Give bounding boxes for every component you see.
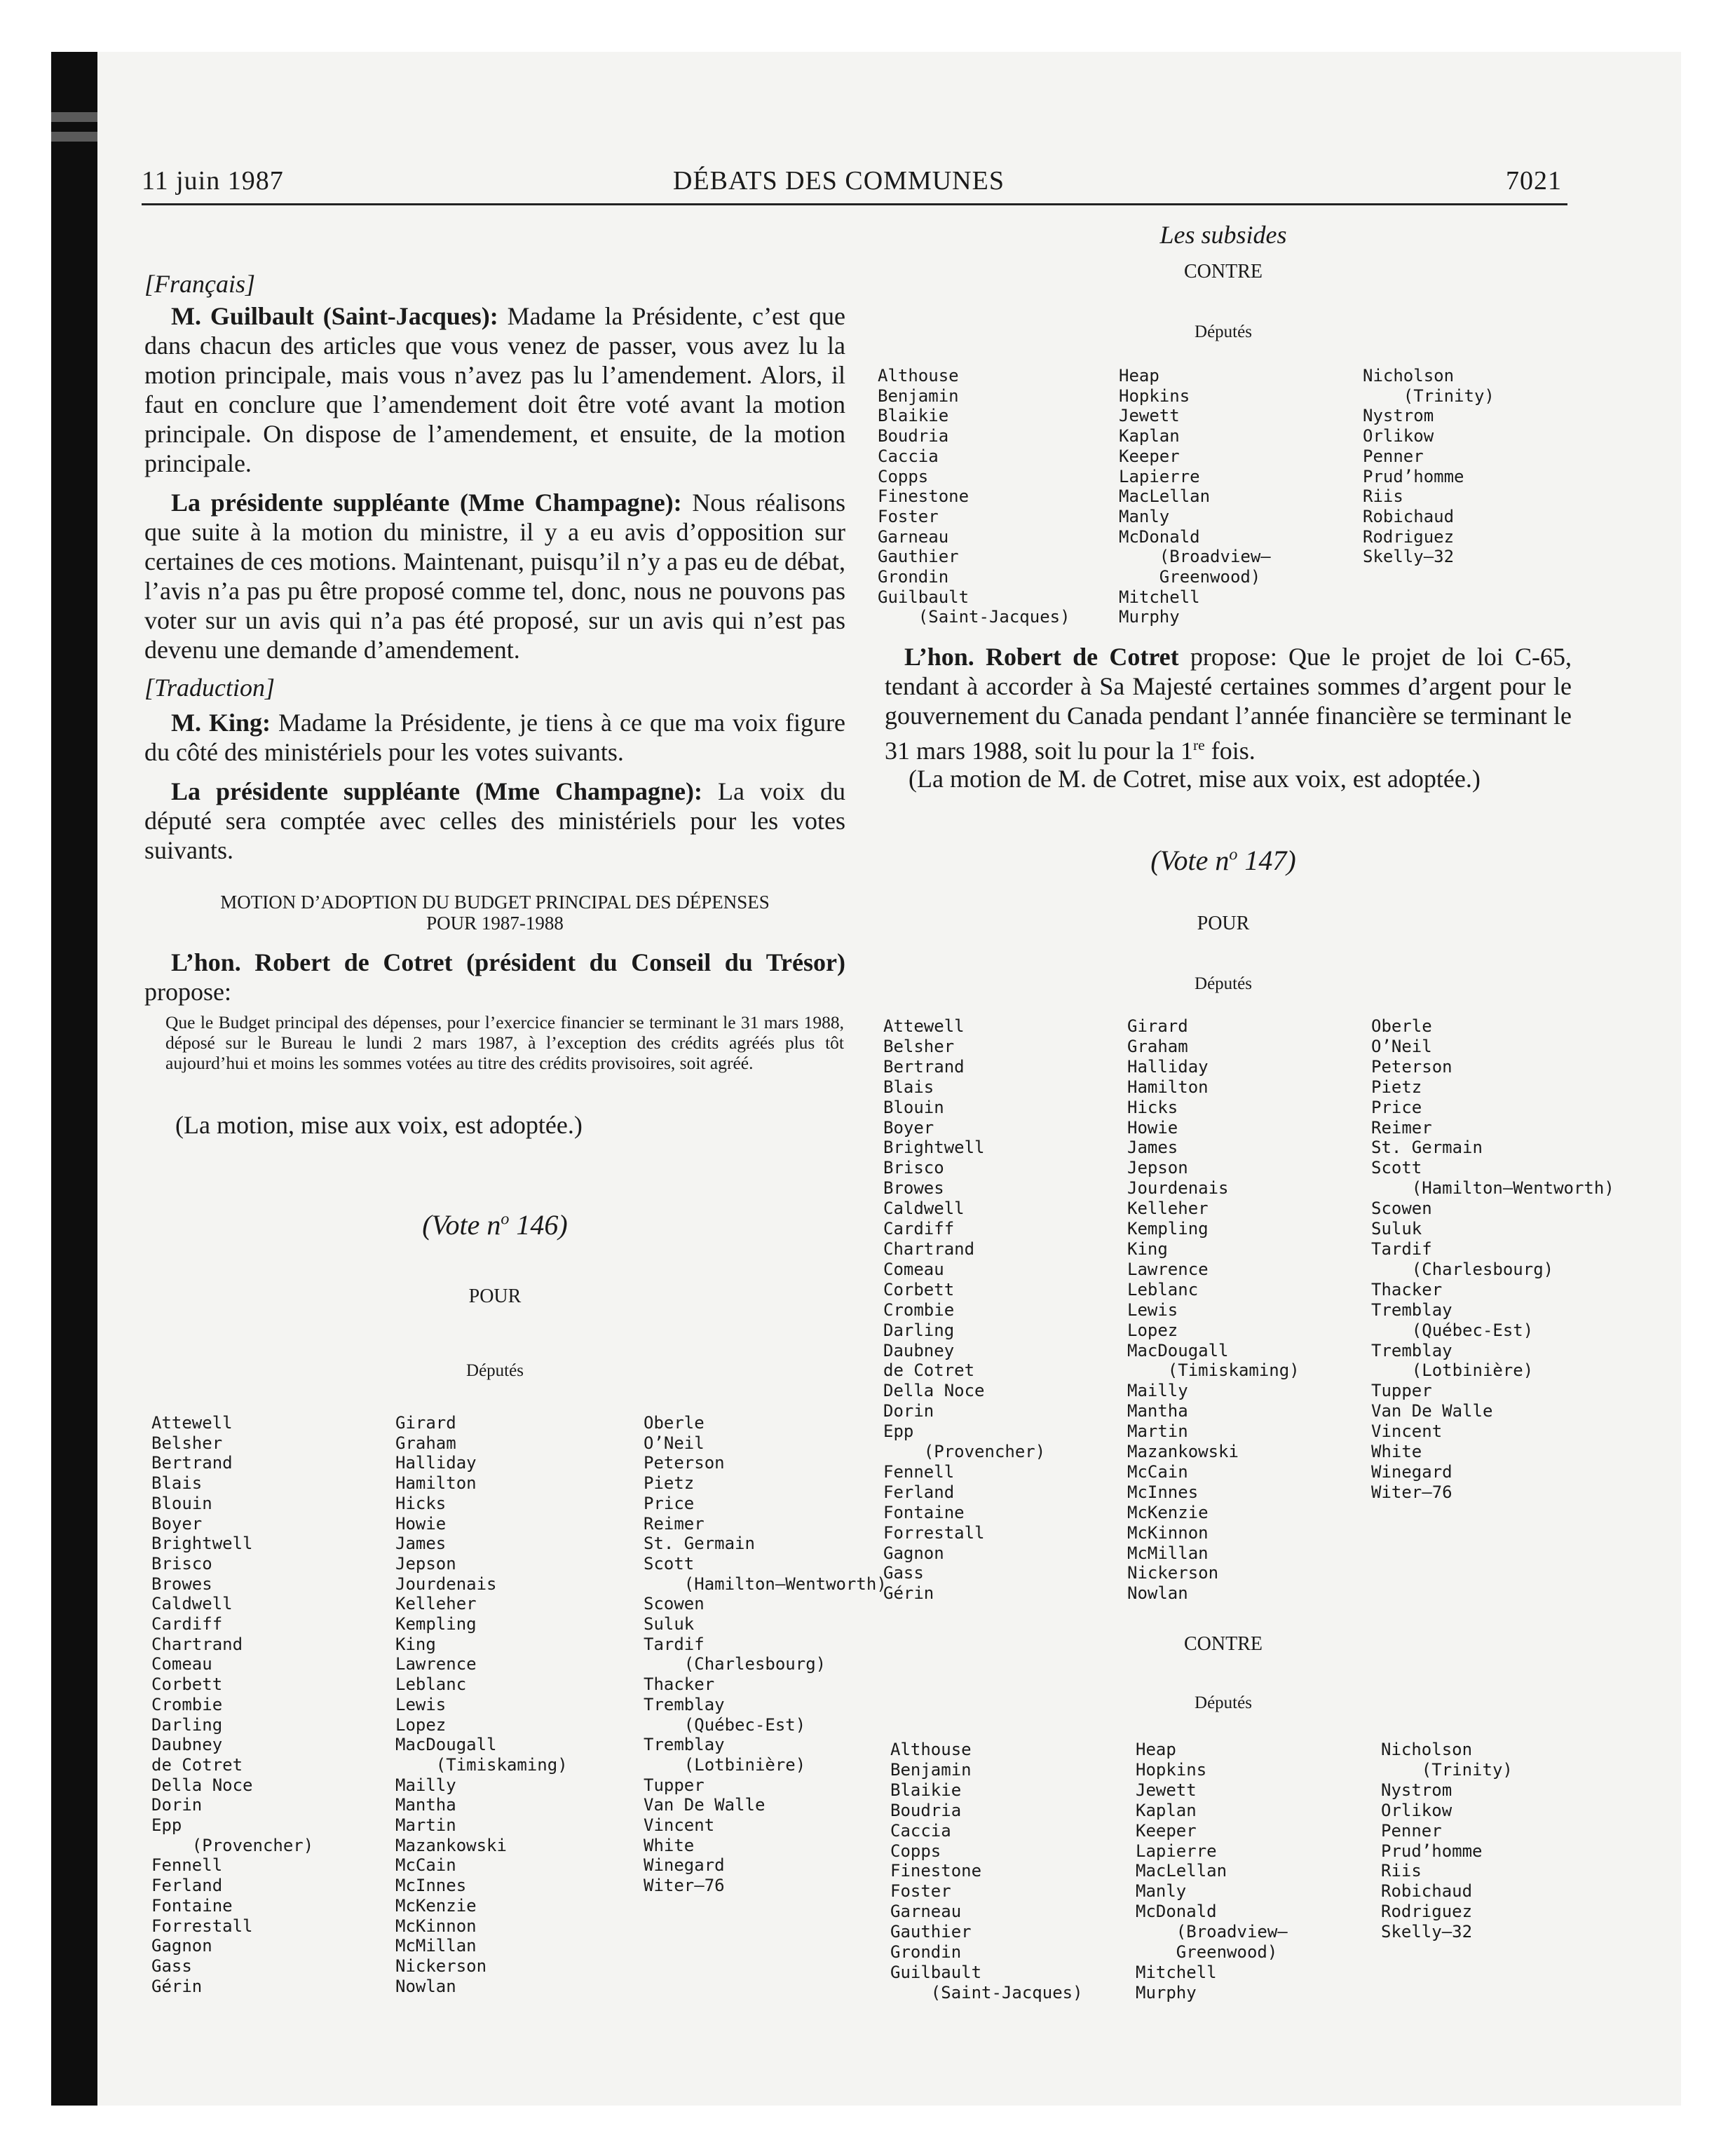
deputes-heading: Députés [466,1361,524,1380]
vote-147-pour-column-3: Oberle O’Neil Peterson Pietz Price Reimer St. Germain Scott (Hamilton—Wentworth) Scowen Suluk Tardif (Charlesbourg) Thacker Tremblay (Québec-Est) Tremblay (Lotbinière) Tupper Van De Walle Vincent White Winegard Witer—76 [1371,1016,1614,1502]
binding-stripe [51,132,97,142]
speech-text: La voix du député sera comptée avec celles des ministériels pour les votes suivants. [144,777,845,864]
speech-text: propose: [144,978,231,1006]
speech-text: Madame la Présidente, c’est que dans chacun des articles que vous venez de passer, vous avez lu la motion principale, mais vous n’avez pas lu l’amendement. Alors, il faut en conclure que l’amendement doit être voté avant la motion principale. On dispose de l’amendement, et ensuite, de la motion principale. [144,302,845,477]
motion-result-2: (La motion de M. de Cotret, mise aux voix, est adoptée.) [909,765,1481,793]
binding-stripe [51,112,97,122]
section-title: Les subsides [1159,221,1287,249]
vote-145-contre-column-1: Althouse Benjamin Blaikie Boudria Caccia Copps Finestone Foster Garneau Gauthier Grondin Guilbault (Saint-Jacques) [878,366,1070,627]
vote-147-contre-column-3: Nicholson (Trinity) Nystrom Orlikow Penner Prud’homme Riis Robichaud Rodriguez Skelly—32 [1381,1740,1513,1942]
vote-146-pour-column-2: Girard Graham Halliday Hamilton Hicks Howie James Jepson Jourdenais Kelleher Kempling King Lawrence Leblanc Lewis Lopez MacDougall (Timiskaming) Mailly Mantha Martin Mazankowski McCain McInnes McKenzie McKinnon McMillan Nickerson Nowlan [395,1413,568,1996]
paragraph-de-cotret [144,948,845,1007]
vote-145-contre-column-2: Heap Hopkins Jewett Kaplan Keeper Lapierre MacLellan Manly McDonald (Broadview— Greenwood) Mitchell Murphy [1119,366,1271,627]
language-note: [Français] [144,270,256,298]
vote-145-contre-column-3: Nicholson (Trinity) Nystrom Orlikow Penner Prud’homme Riis Robichaud Rodriguez Skelly—32 [1363,366,1495,567]
vote-pour-heading: POUR [468,1285,522,1307]
contre-heading: CONTRE [1184,1633,1263,1655]
motion-heading [144,892,845,934]
page-number: 7021 [1506,166,1562,196]
header-title: DÉBATS DES COMMUNES [673,166,1005,196]
deputes-heading: Députés [1195,1693,1252,1712]
speech-text: Nous réalisons que suite à la motion du ministre, il y a eu avis d’opposition sur certaines de ces motions. Maintenant, puisqu’il n’y a pas eu de débat, l’avis n’a pas pu être proposé comme tel, donc, nous ne pouvons pas voter sur un avis qui n’a pas été proposé, sur un avis qui n’est pas devenu une demande d’amendement. [144,489,845,664]
motion-heading-line-1: MOTION D’ADOPTION DU BUDGET PRINCIPAL DES DÉPENSES [220,892,770,913]
speech-text: Madame la Présidente, je tiens à ce que ma voix figure du côté des ministériels pour les votes suivants. [144,709,845,766]
motion-quote: Que le Budget principal des dépenses, pour l’exercice financier se terminant le 31 mars 1988, déposé sur le Bureau le lundi 2 mars 1987, à l’exception des crédits agréés plus tôt aujourd’hui et moins les sommes votées au titre des crédits provisoires, soit agréé. [165,1012,844,1073]
speaker-name: L’hon. Robert de Cotret [904,643,1179,671]
speaker-name: M. King: [171,709,271,737]
binding-edge [51,52,97,2106]
motion-result: (La motion, mise aux voix, est adoptée.) [175,1111,583,1139]
vote-146-pour-column-3: Oberle O’Neil Peterson Pietz Price Reimer St. Germain Scott (Hamilton—Wentworth) Scowen Suluk Tardif (Charlesbourg) Thacker Tremblay (Québec-Est) Tremblay (Lotbinière) Tupper Van De Walle Vincent White Winegard Witer—76 [644,1413,887,1896]
speaker-name: L’hon. Robert de Cotret (président du Conseil du Trésor) [171,948,845,976]
language-note: [Traduction] [144,674,275,702]
paragraph-bill-c65: L’hon. Robert de Cotret propose: Que le projet de loi C-65, tendant à accorder à Sa Majesté certaines sommes d’argent pour le gouvernement du Canada pendant l’année financière se terminant le 31 mars 1988, soit lu pour la 1re fois. [885,643,1572,765]
motion-heading-line-2: POUR 1987-1988 [426,913,564,934]
vote-title-147: (Vote $n^o$ 147) [1150,845,1296,876]
vote-147-contre-column-2: Heap Hopkins Jewett Kaplan Keeper Lapierre MacLellan Manly McDonald (Broadview— Greenwood) Mitchell Murphy [1136,1740,1288,2003]
vote-title-146: (Vote $n^o$ 146) [422,1209,568,1241]
speaker-name: La présidente suppléante (Mme Champagne): [171,489,682,517]
speaker-name: La présidente suppléante (Mme Champagne): [171,777,702,805]
vote-147-pour-column-1: Attewell Belsher Bertrand Blais Blouin Boyer Brightwell Brisco Browes Caldwell Cardiff Chartrand Comeau Corbett Crombie Darling Daubney de Cotret Della Noce Dorin Epp (Provencher) Fennell Ferland Fontaine Forrestall Gagnon Gass Gérin [883,1016,1046,1604]
vote-147-contre-column-1: Althouse Benjamin Blaikie Boudria Caccia Copps Finestone Foster Garneau Gauthier Grondin Guilbault (Saint-Jacques) [890,1740,1083,2003]
header-rule [142,203,1567,205]
header-date: 11 juin 1987 [142,166,284,196]
paragraph-presidente-1 [144,488,845,664]
vote-pour-heading: POUR [1197,913,1250,934]
contre-heading: CONTRE [1184,261,1263,282]
vote-147-pour-column-2: Girard Graham Halliday Hamilton Hicks Howie James Jepson Jourdenais Kelleher Kempling King Lawrence Leblanc Lewis Lopez MacDougall (Timiskaming) Mailly Mantha Martin Mazankowski McCain McInnes McKenzie McKinnon McMillan Nickerson Nowlan [1127,1016,1300,1604]
paragraph-guilbault [144,301,845,478]
vote-146-pour-column-1: Attewell Belsher Bertrand Blais Blouin Boyer Brightwell Brisco Browes Caldwell Cardiff Chartrand Comeau Corbett Crombie Darling Daubney de Cotret Della Noce Dorin Epp (Provencher) Fennell Ferland Fontaine Forrestall Gagnon Gass Gérin [151,1413,314,1996]
deputes-heading: Députés [1195,974,1252,993]
speaker-name: M. Guilbault (Saint-Jacques): [171,302,498,330]
deputes-heading: Députés [1195,322,1252,341]
paragraph-king [144,708,845,767]
paragraph-presidente-2 [144,777,845,865]
